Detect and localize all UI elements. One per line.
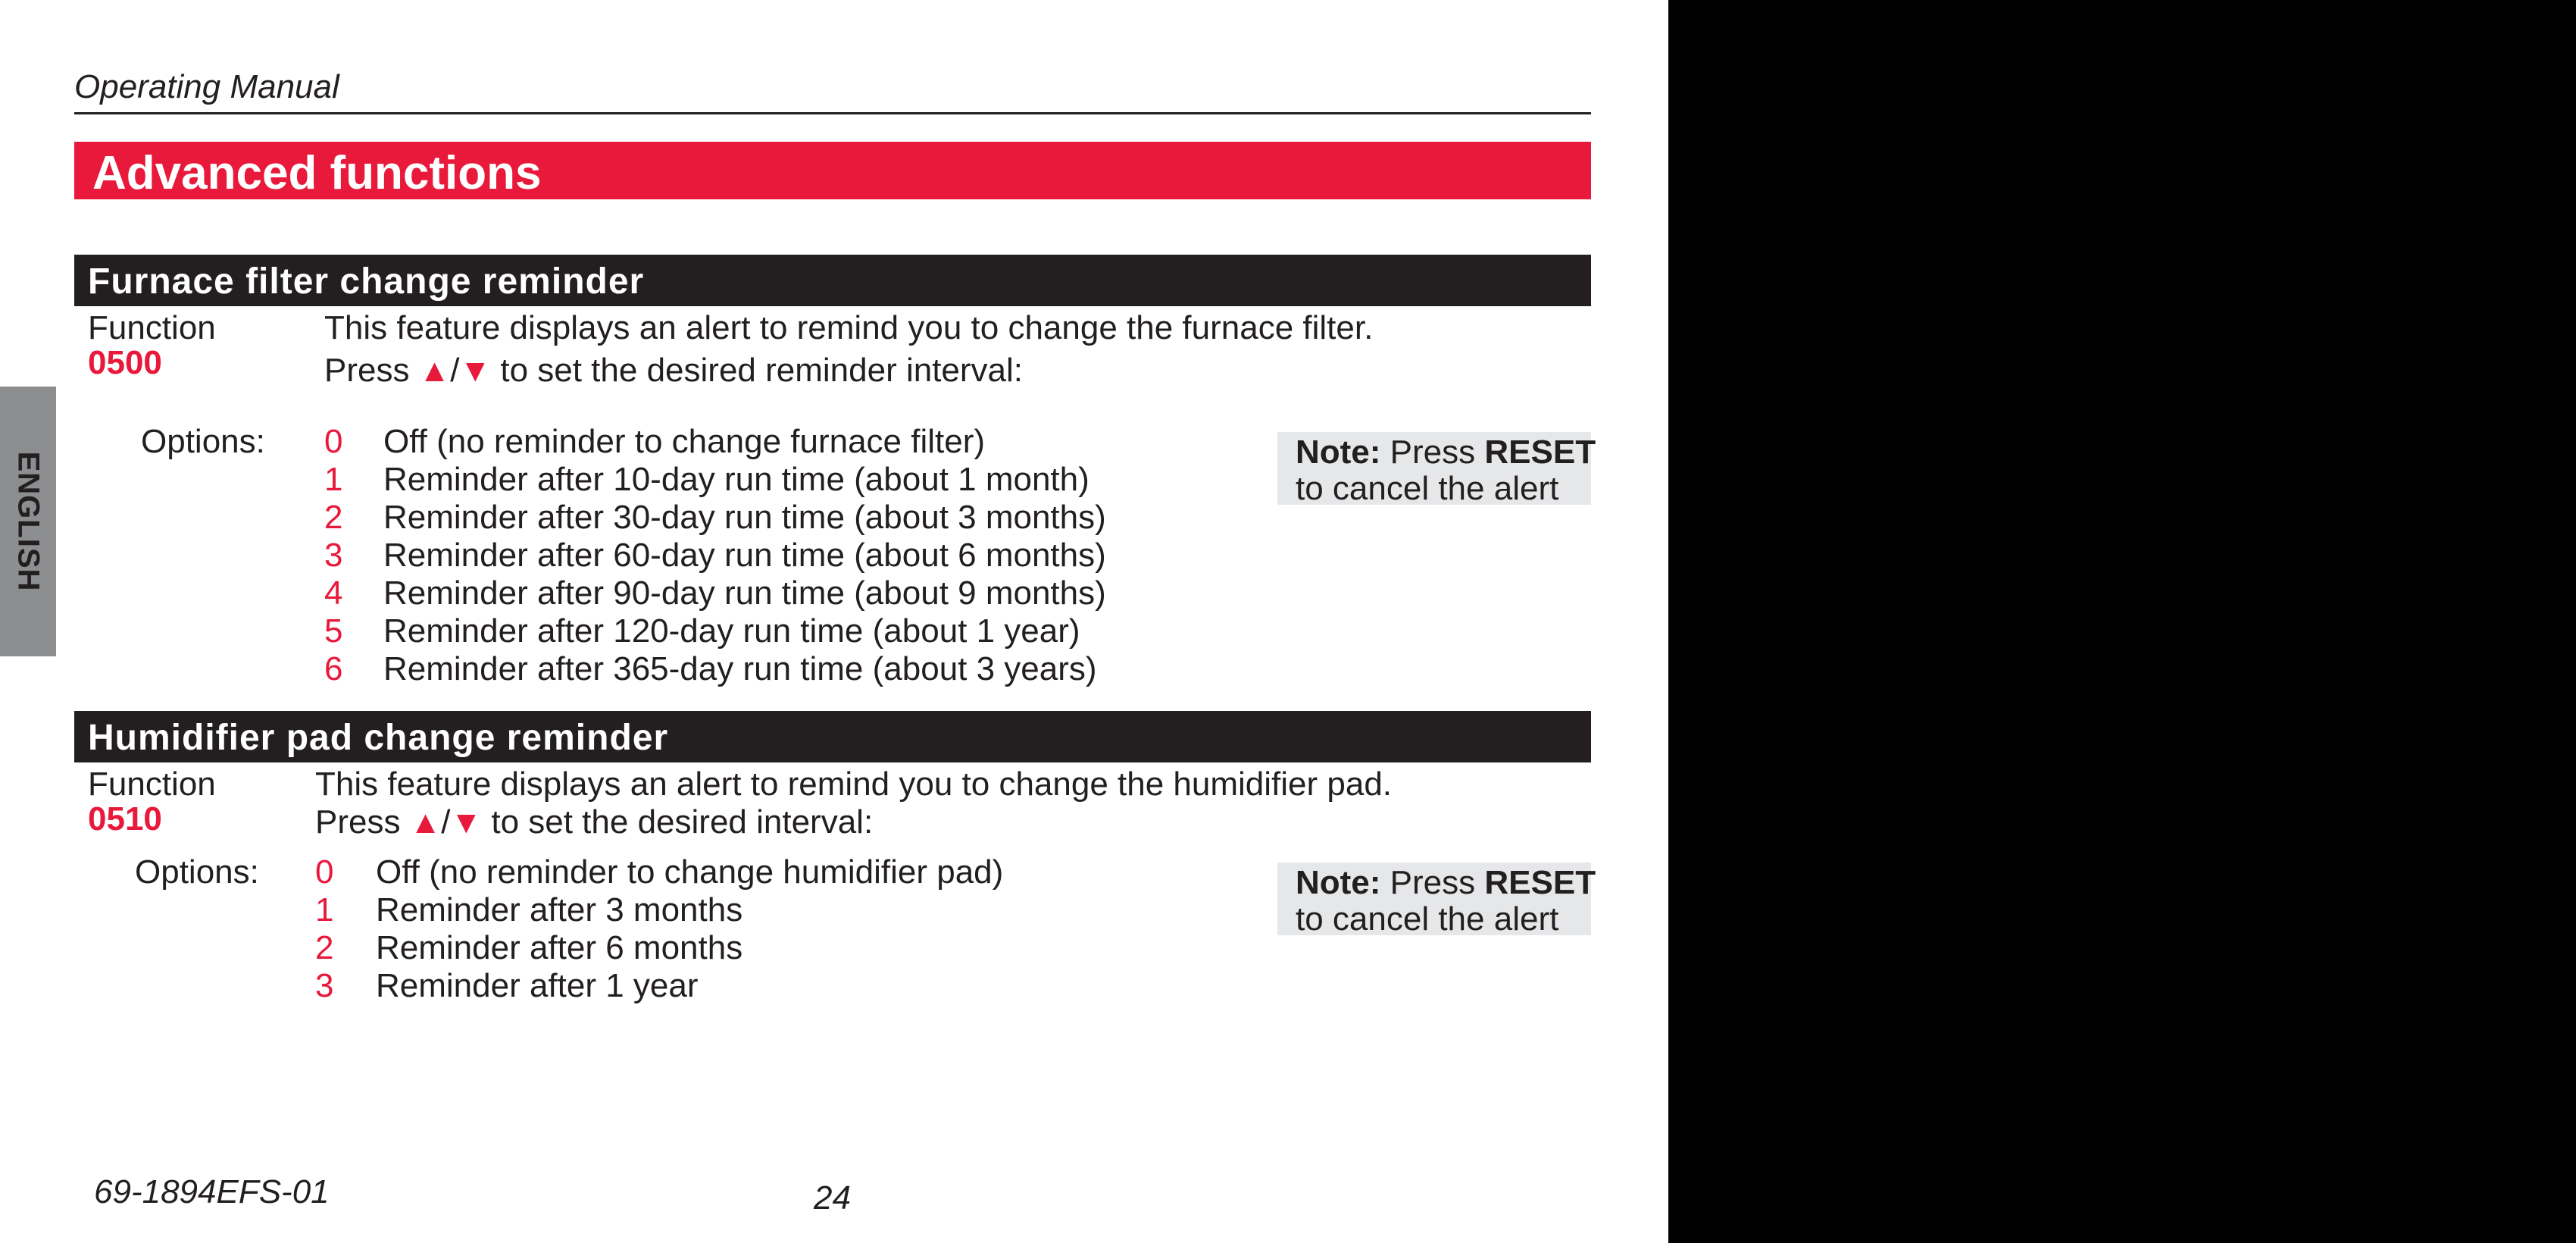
language-tab-label: ENGLISH (11, 451, 45, 592)
option-text: Reminder after 60-day run time (about 6 months) (383, 537, 1106, 574)
section-header-furnace-filter (74, 255, 1591, 306)
option-text: Reminder after 6 months (376, 929, 743, 966)
option-value: 2 (315, 929, 334, 966)
press-instruction (315, 803, 873, 841)
note-key: RESET (1484, 434, 1596, 471)
option-value: 6 (324, 650, 343, 687)
option-value: 0 (324, 423, 343, 460)
function-label: Function (88, 766, 216, 803)
option-value: 2 (324, 499, 343, 536)
section-description: This feature displays an alert to remind you to change the furnace filter. (324, 309, 1374, 346)
page-title: Advanced functions (92, 147, 542, 199)
option-text: Reminder after 3 months (376, 891, 743, 928)
press-instruction (324, 352, 1023, 390)
main-banner (74, 142, 1591, 199)
header-divider (74, 112, 1591, 114)
option-value: 4 (324, 575, 343, 612)
options-label: Options: (141, 423, 265, 460)
option-value: 1 (324, 461, 343, 498)
function-code: 0510 (88, 800, 162, 838)
down-arrow-icon: ▼ (450, 804, 483, 840)
press-suffix: to set the desired interval: (491, 803, 874, 841)
option-text: Reminder after 30-day run time (about 3 months) (383, 499, 1106, 536)
note-press: Press (1390, 864, 1476, 901)
option-text: Reminder after 90-day run time (about 9 months) (383, 575, 1106, 612)
option-value: 0 (315, 853, 334, 891)
note-box (1277, 432, 1596, 507)
section-header-humidifier-pad (74, 711, 1591, 762)
up-arrow-icon: ▲ (418, 352, 451, 388)
language-tab (0, 387, 56, 656)
function-label: Function (88, 309, 216, 346)
arrow-separator: / (441, 803, 451, 841)
press-prefix: Press (324, 352, 410, 389)
option-value: 1 (315, 891, 334, 928)
press-suffix: to set the desired reminder interval: (500, 352, 1024, 389)
black-background-panel (1668, 0, 2576, 1243)
section-description: This feature displays an alert to remind you to change the humidifier pad. (315, 766, 1393, 803)
options-label: Options: (135, 853, 259, 891)
note-line-1 (1296, 864, 1596, 902)
note-key: RESET (1484, 864, 1596, 901)
section-title: Furnace filter change reminder (88, 261, 645, 302)
option-value: 5 (324, 612, 343, 650)
option-text: Off (no reminder to change furnace filter) (383, 423, 986, 460)
up-arrow-icon: ▲ (409, 804, 442, 840)
note-line-2: to cancel the alert (1296, 470, 1559, 507)
section-title: Humidifier pad change reminder (88, 718, 669, 758)
page-number: 24 (814, 1179, 851, 1216)
option-text: Reminder after 365-day run time (about 3 years) (383, 650, 1097, 687)
option-value: 3 (324, 537, 343, 574)
option-value: 3 (315, 967, 334, 1004)
option-text: Reminder after 10-day run time (about 1 month) (383, 461, 1089, 498)
note-line-1 (1296, 434, 1596, 471)
press-prefix: Press (315, 803, 401, 841)
option-text: Reminder after 120-day run time (about 1 year) (383, 612, 1080, 650)
note-label: Note: (1296, 864, 1381, 901)
note-label: Note: (1296, 434, 1381, 471)
down-arrow-icon: ▼ (459, 352, 492, 388)
function-code: 0500 (88, 344, 162, 381)
page-header-title: Operating Manual (74, 68, 339, 105)
note-line-2: to cancel the alert (1296, 900, 1559, 938)
note-press: Press (1390, 434, 1476, 471)
option-text: Reminder after 1 year (376, 967, 699, 1004)
option-text: Off (no reminder to change humidifier pad) (376, 853, 1004, 891)
note-box (1277, 863, 1596, 938)
document-number: 69-1894EFS-01 (94, 1173, 330, 1210)
arrow-separator: / (450, 352, 460, 389)
